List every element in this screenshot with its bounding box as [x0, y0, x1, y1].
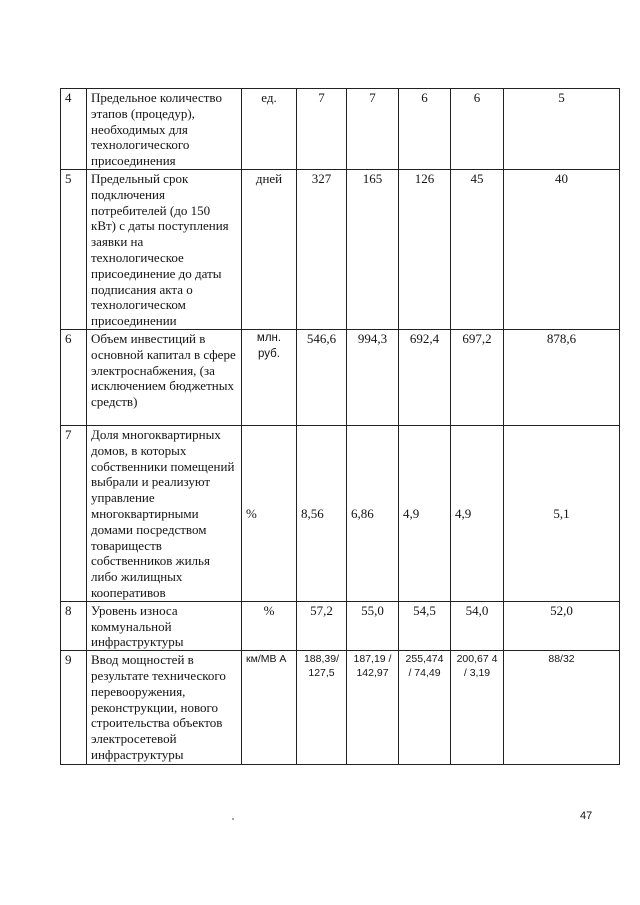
unit-cell: %: [242, 425, 297, 601]
scan-speck: [232, 818, 234, 820]
value-cell: 54,5: [399, 601, 451, 650]
table-row: [61, 89, 620, 170]
row-number: 8: [61, 601, 87, 650]
value-cell: 188,39/ 127,5: [297, 651, 347, 765]
table-row: [61, 601, 620, 650]
value-cell: 7: [297, 89, 347, 170]
unit-cell: км/МВ А: [242, 651, 297, 765]
row-number: 7: [61, 425, 87, 601]
value-cell: 165: [347, 170, 399, 330]
value-cell: 4,9: [451, 425, 504, 601]
value-cell: 200,67 4 / 3,19: [451, 651, 504, 765]
indicator-name: Доля многоквартирных домов, в которых собственники помещений выбрали и реализуют управление многоквартирными домами посредством товариществ собственников жилья либо жилищных кооперативов: [87, 425, 242, 601]
indicator-name: Уровень износа коммунальной инфраструктуры: [87, 601, 242, 650]
indicator-name: Предельное количество этапов (процедур), необходимых для технологического присоединения: [87, 89, 242, 170]
value-cell: 697,2: [451, 329, 504, 425]
value-cell: 878,6: [504, 329, 620, 425]
value-cell: 6: [451, 89, 504, 170]
value-cell: 187,19 / 142,97: [347, 651, 399, 765]
value-cell: 88/32: [504, 651, 620, 765]
value-cell: 7: [347, 89, 399, 170]
value-cell: 40: [504, 170, 620, 330]
value-cell: 4,9: [399, 425, 451, 601]
value-cell: 255,474 / 74,49: [399, 651, 451, 765]
value-cell: 327: [297, 170, 347, 330]
unit-cell: дней: [242, 170, 297, 330]
value-cell: 546,6: [297, 329, 347, 425]
value-cell: 5: [504, 89, 620, 170]
value-cell: 126: [399, 170, 451, 330]
unit-cell: ед.: [242, 89, 297, 170]
value-cell: 5,1: [504, 425, 620, 601]
table-row: [61, 425, 620, 601]
indicator-name: Предельный срок подключения потребителей (до 150 кВт) с даты поступления заявки на технологическое присоединение до даты подписания акта о технологическом присоединении: [87, 170, 242, 330]
indicator-name: Ввод мощностей в результате технического перевооружения, реконструкции, нового строительства объектов электросетевой инфраструктуры: [87, 651, 242, 765]
value-cell: 692,4: [399, 329, 451, 425]
unit-cell: млн. руб.: [242, 329, 297, 425]
indicators-table: [60, 88, 620, 765]
value-cell: 52,0: [504, 601, 620, 650]
unit-cell: %: [242, 601, 297, 650]
value-cell: 6: [399, 89, 451, 170]
table-row: [61, 329, 620, 425]
indicator-name: Объем инвестиций в основной капитал в сфере электроснабжения, (за исключением бюджетных средств): [87, 329, 242, 425]
value-cell: 45: [451, 170, 504, 330]
row-number: 4: [61, 89, 87, 170]
value-cell: 57,2: [297, 601, 347, 650]
value-cell: 6,86: [347, 425, 399, 601]
page-number: 47: [580, 810, 593, 822]
row-number: 5: [61, 170, 87, 330]
value-cell: 55,0: [347, 601, 399, 650]
row-number: 9: [61, 651, 87, 765]
table-row: [61, 651, 620, 765]
table-row: [61, 170, 620, 330]
value-cell: 54,0: [451, 601, 504, 650]
value-cell: 8,56: [297, 425, 347, 601]
row-number: 6: [61, 329, 87, 425]
value-cell: 994,3: [347, 329, 399, 425]
